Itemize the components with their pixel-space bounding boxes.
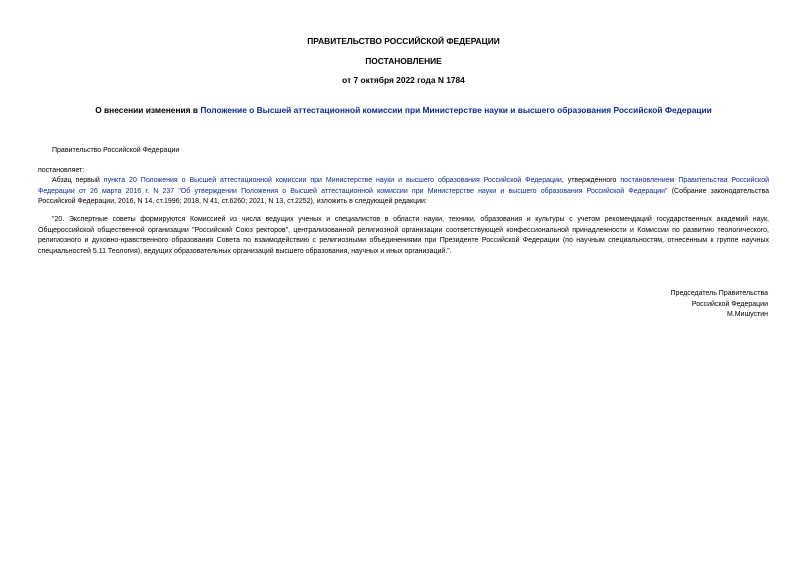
signature-position-2: Российской Федерации xyxy=(691,300,768,308)
para1-text-b: , утвержденного xyxy=(561,177,621,184)
doc-type-heading: ПОСТАНОВЛЕНИЕ xyxy=(365,56,442,66)
signature-position-1: Председатель Правительства xyxy=(670,290,768,297)
clause-link[interactable]: пункта 20 Положения о Высшей аттестационной комиссии при Министерстве науки и высшего образования Российской Федерации xyxy=(103,177,562,184)
decides-text: постановляет: xyxy=(38,167,85,174)
document-title xyxy=(0,105,807,115)
date-number-heading: от 7 октября 2022 года N 1784 xyxy=(342,75,465,85)
preamble-text: Правительство Российской Федерации xyxy=(52,147,180,154)
para1-line-3: Российской Федерации, 2016, N 14, ст.1996; 2018, N 41, ст.6260; 2021, N 13, ст.2252), изложить в следующей редакции: xyxy=(38,198,427,206)
paragraph-1 xyxy=(38,176,769,208)
para2-line-3: религиозного и духовно-нравственного образования Совета по взаимодействию с религиозными объединениями при Президенте Российской Федерации (по научным специальностям, отнесенным к группе научных xyxy=(38,237,769,245)
para2-line-2: Общероссийской общественной организации "Российский Союз ректоров", централизованной религиозной организации соответствующей конфессиональной принадлежности и Комиссии по развитию теологического, xyxy=(38,226,769,234)
title-link[interactable]: Положение о Высшей аттестационной комиссии при Министерстве науки и высшего образования Российской Федерации xyxy=(200,105,712,115)
para2-line-1: "20. Экспертные советы формируются Комиссией из числа ведущих ученых и специалистов в области науки, техники, образования и культуры с учетом рекомендаций государственных академий наук, xyxy=(52,216,769,223)
decides xyxy=(38,166,438,177)
para2-line-4: специальностей 5.11 Теология), ведущих образовательных организаций высшего образования, научных и иных организаций.". xyxy=(38,247,452,255)
signature-block xyxy=(671,289,768,321)
para1-text-a: Абзац первый xyxy=(52,177,104,184)
paragraph-2 xyxy=(38,215,769,257)
para1-line-2 xyxy=(38,187,769,198)
resolution-link[interactable]: постановлением Правительства Российской xyxy=(620,177,769,184)
para1-text-c: (Собрание законодательства xyxy=(667,187,769,195)
resolution-link-cont[interactable]: Федерации от 26 марта 2016 г. N 237 "Об утверждении Положения о Высшей аттестационной комиссии при Министерстве науки и высшего образования Российской Федерации" xyxy=(38,187,668,195)
para1-line-1 xyxy=(38,176,769,187)
title-prefix: О внесении изменения в xyxy=(95,105,201,115)
government-heading: ПРАВИТЕЛЬСТВО РОССИЙСКОЙ ФЕДЕРАЦИИ xyxy=(307,36,500,46)
preamble xyxy=(52,146,452,157)
signature-name: М.Мишустин xyxy=(726,311,768,319)
